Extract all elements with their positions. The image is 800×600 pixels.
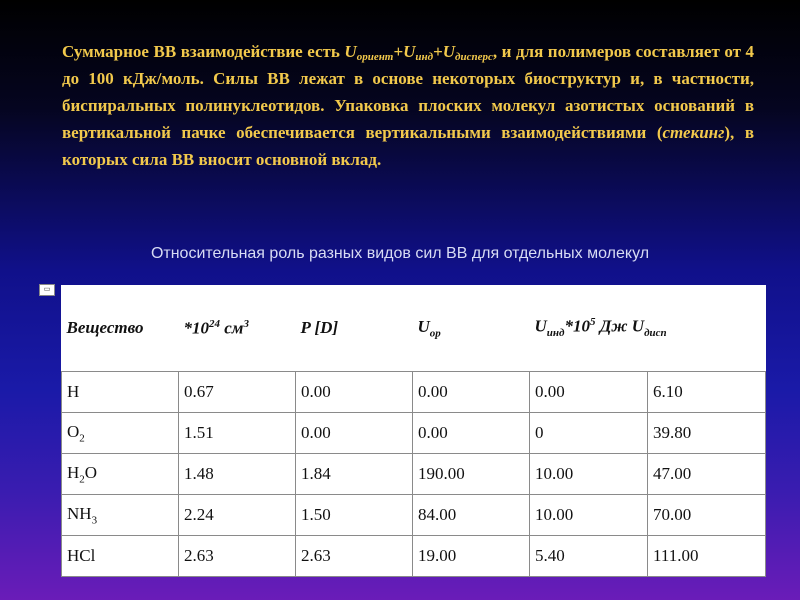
header-u-ind-disp: $U_{инд}*10^5$ Дж $U_{дисп}$ [530,285,766,372]
cell-u-dispersion: 6.10 [648,372,766,413]
cell-u-dispersion: 70.00 [648,495,766,536]
paragraph-text-1: Суммарное ВВ взаимодействие есть [62,42,345,61]
cell-polarizability: 2.63 [179,536,296,577]
header-dipole: P [D] [296,285,413,372]
cell-polarizability: 1.48 [179,454,296,495]
table-row [62,495,766,536]
cell-dipole: 1.50 [296,495,413,536]
cell-dipole: 0.00 [296,413,413,454]
body-paragraph [62,38,754,173]
table-caption: Относительная роль разных видов сил ВВ для отдельных молекул [150,245,650,262]
cell-dipole: 1.84 [296,454,413,495]
cell-u-orientation: 84.00 [413,495,530,536]
cell-dipole: 2.63 [296,536,413,577]
cell-polarizability: 0.67 [179,372,296,413]
cell-u-induction: 10.00 [530,454,648,495]
cell-substance: $NH_3$ [62,495,179,536]
header-substance: Вещество [62,285,179,372]
table-row [62,413,766,454]
table-row [62,454,766,495]
cell-u-induction: 0.00 [530,372,648,413]
cell-u-dispersion: 47.00 [648,454,766,495]
cell-u-induction: 10.00 [530,495,648,536]
cell-substance: $H_2O$ [62,454,179,495]
cell-u-dispersion: 39.80 [648,413,766,454]
cell-polarizability: 1.51 [179,413,296,454]
cell-polarizability: 2.24 [179,495,296,536]
cell-u-orientation: 190.00 [413,454,530,495]
cell-dipole: 0.00 [296,372,413,413]
header-polarizability: $*10^{24}$ $см^3$ [179,285,296,372]
cell-substance: H [62,372,179,413]
small-table-icon[interactable]: ▭ [39,284,55,296]
cell-u-orientation: 19.00 [413,536,530,577]
stacking-term: стекинг [662,123,725,142]
header-u-orientation: $U_{ор}$ [413,285,530,372]
formula: $U_{ориент}+U_{инд}+U_{дисперс}$ [344,42,493,63]
table-row [62,372,766,413]
cell-u-induction: 5.40 [530,536,648,577]
cell-u-orientation: 0.00 [413,413,530,454]
cell-substance: HCl [62,536,179,577]
table-row [62,536,766,577]
paragraph-text-2: , и для полимеров составляет от 4 до 100 кДж/моль. Силы ВВ лежат в основе некоторых биоструктур и, в частности, биспиральных полинуклеотидов. Упаковка плоских молекул азотистых оснований в вертикальной пачке обеспечивается вертикальными взаимодействиями ( [62,42,754,142]
cell-u-dispersion: 111.00 [648,536,766,577]
vdw-forces-table [61,285,766,577]
table-header-row [62,285,766,372]
cell-substance: $O_2$ [62,413,179,454]
cell-u-orientation: 0.00 [413,372,530,413]
paragraph-text-3: ), в которых сила ВВ вносит основной вклад. [62,123,755,169]
cell-u-induction: 0 [530,413,648,454]
